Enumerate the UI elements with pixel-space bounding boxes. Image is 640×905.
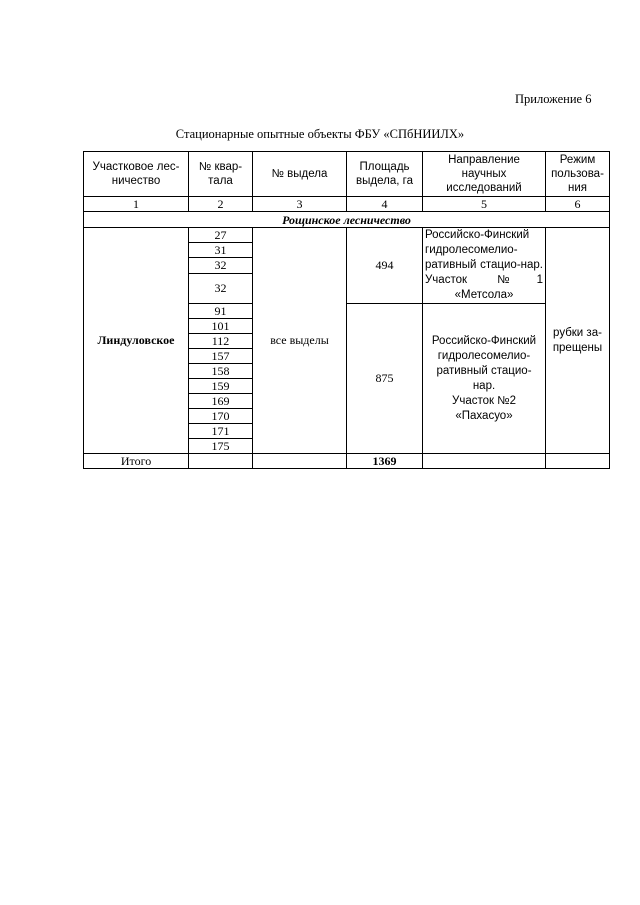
regime-cell: рубки за-прещены (546, 228, 610, 454)
direction-cell-2 (423, 304, 546, 454)
header-area: Площадь выдела, га (347, 152, 423, 197)
total-empty-cell (423, 454, 546, 469)
direction-2-line: «Пахасуо» (455, 409, 513, 422)
section-title: Рощинское лесничество (84, 212, 610, 228)
column-number: 5 (423, 197, 546, 212)
direction-2-line: нар. (472, 379, 496, 392)
direction-2-line: ративный стацио- (436, 364, 532, 377)
quarter-cell: 175 (189, 439, 253, 454)
quarter-cell: 170 (189, 409, 253, 424)
quarter-cell: 91 (189, 304, 253, 319)
quarter-cell: 101 (189, 319, 253, 334)
column-number: 2 (189, 197, 253, 212)
quarter-cell: 32 (189, 273, 253, 303)
quarter-cell: 32 (189, 258, 253, 273)
header-quarter: № квар-тала (189, 152, 253, 197)
total-area: 1369 (347, 454, 423, 469)
column-number: 4 (347, 197, 423, 212)
quarter-cell: 158 (189, 364, 253, 379)
total-empty-cell (546, 454, 610, 469)
district-cell: Линдуловское (84, 228, 189, 454)
quarter-cell: 159 (189, 379, 253, 394)
document-title: Стационарные опытные объекты ФБУ «СПбНИИЛХ» (175, 127, 465, 141)
area-cell-2: 875 (347, 304, 423, 454)
plots-cell: все выделы (253, 228, 347, 454)
total-label: Итого (84, 454, 189, 469)
header-regime: Режим пользова-ния (546, 152, 610, 197)
direction-2-line: Российско-Финский (431, 334, 537, 347)
section-row (84, 212, 610, 228)
quarter-cell: 112 (189, 334, 253, 349)
column-number: 3 (253, 197, 347, 212)
quarter-cell: 157 (189, 349, 253, 364)
direction-cell-1: Российско-Финский гидролесомелио-ративный стацио-нар. Участок №1 «Метсола» (423, 228, 546, 304)
appendix-label: Приложение 6 (515, 92, 592, 106)
column-number-row (84, 197, 610, 212)
table-row (84, 228, 610, 243)
column-number: 1 (84, 197, 189, 212)
header-direction: Направление научных исследований (423, 152, 546, 197)
direction-2-line: Участок №2 (452, 394, 516, 407)
quarter-cell: 169 (189, 394, 253, 409)
total-row (84, 454, 610, 469)
table-header-row (84, 152, 610, 197)
area-cell-1: 494 (347, 228, 423, 304)
quarter-cell: 31 (189, 243, 253, 258)
quarter-cell: 27 (189, 228, 253, 243)
direction-2-line: гидролесомелио- (437, 349, 531, 362)
experimental-objects-table (83, 151, 610, 469)
total-empty-cell (189, 454, 253, 469)
header-district: Участковое лес-ничество (84, 152, 189, 197)
header-plot: № выдела (253, 152, 347, 197)
total-empty-cell (253, 454, 347, 469)
column-number: 6 (546, 197, 610, 212)
quarter-cell: 171 (189, 424, 253, 439)
